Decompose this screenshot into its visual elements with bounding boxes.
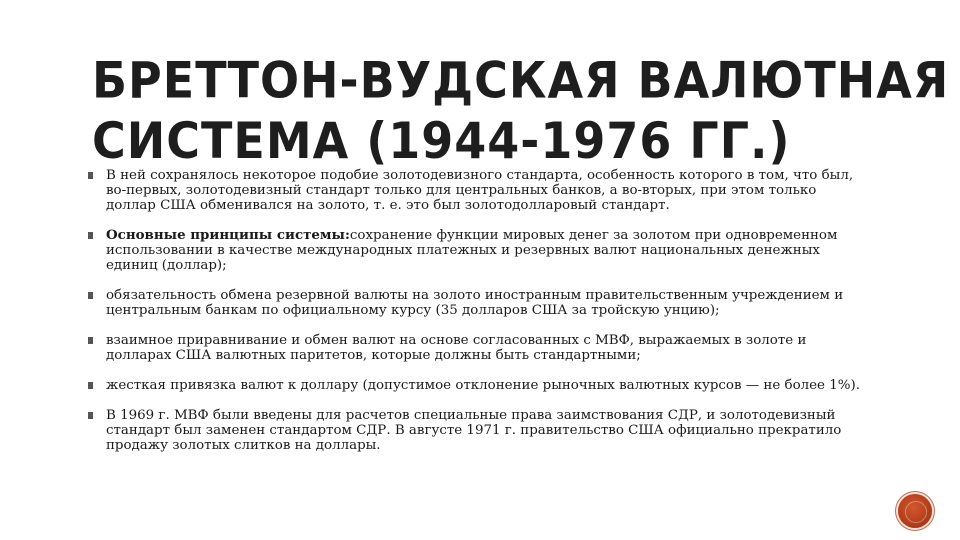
bullet-bold-lead: Основные принципы системы: [106, 227, 350, 243]
bullet-marker-icon [88, 337, 93, 344]
bullet-item [88, 288, 870, 318]
bullet-marker-icon [88, 292, 93, 299]
bullet-text [106, 228, 870, 273]
bullet-item [88, 168, 870, 213]
bullet-item [88, 378, 870, 393]
decorative-circle-icon [898, 494, 932, 528]
bullet-marker-icon [88, 412, 93, 419]
bullet-text: В ней сохранялось некоторое подобие золотодевизного стандарта, особенность которого в том, что был, во-первых, золотодевизный стандарт только для центральных банков, а во-вторых, при этом только доллар США обменивался на золото, т. е. это был золотодолларовый стандарт. [106, 168, 854, 213]
bullet-text: взаимное приравнивание и обмен валют на основе согласованных с МВФ, выражаемых в золоте и долларах США валютных паритетов, которые должны быть стандартными; [106, 333, 807, 363]
bullet-marker-icon [88, 172, 93, 179]
bullet-item [88, 408, 870, 453]
bullet-text: жесткая привязка валют к доллару (допустимое отклонение рыночных валютных курсов — не более 1%). [106, 378, 860, 393]
bullet-item [88, 228, 870, 273]
bullet-marker-icon [88, 382, 93, 389]
bullet-text: обязательность обмена резервной валюты на золото иностранным правительственным учреждением и центральным банкам по официальному курсу (35 долларов США за тройскую унцию); [106, 288, 844, 318]
title-line-1: БРЕТТОН-ВУДСКАЯ ВАЛЮТНАЯ [92, 51, 950, 110]
slide-title [92, 50, 950, 171]
decorative-circle-inner [905, 501, 927, 523]
title-line-2: СИСТЕМА (1944-1976 ГГ.) [92, 111, 791, 170]
bullet-text: В 1969 г. МВФ были введены для расчетов специальные права заимствования СДР, и золотодевизный стандарт был заменен стандартом СДР. В августе 1971 г. правительство США официально прекратило продажу золотых слитков на доллары. [106, 408, 842, 453]
bullet-marker-icon [88, 232, 93, 239]
bullet-list [88, 168, 870, 468]
bullet-item [88, 333, 870, 363]
bullet-body: сохранение функции мировых денег за золотом при одновременном использовании в качестве международных платежных и резервных валют национальных денежных единиц (доллар); [106, 228, 838, 273]
